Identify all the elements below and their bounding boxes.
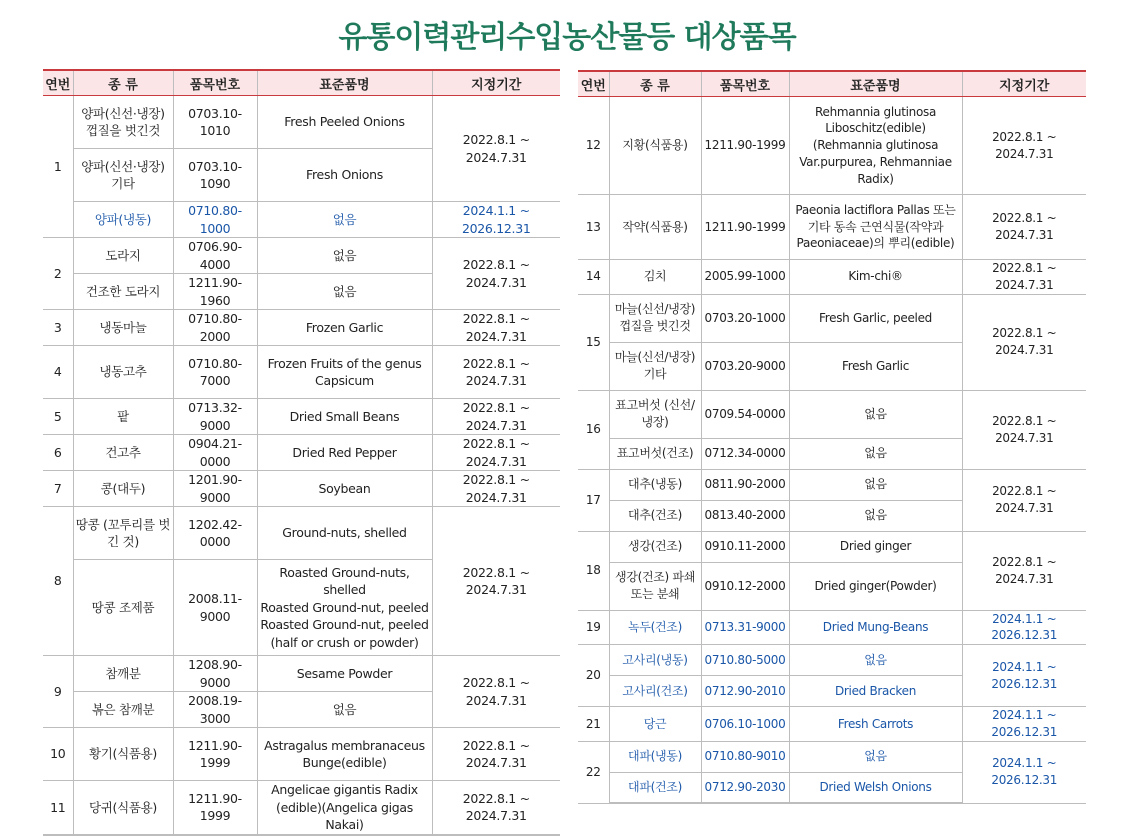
kind-cell: 생강(건조) [609, 531, 701, 562]
header-kind: 종 류 [73, 70, 173, 96]
row-number: 20 [578, 645, 609, 707]
name-cell: Rehmannia glutinosa Liboschitz(edible) (Rehmannia glutinosa Var.purpurea, Rehmanniae Radix) [789, 97, 962, 195]
table-row [43, 471, 560, 507]
kind-cell: 양파(신선·냉장) 껍질을 벗긴것 [73, 96, 173, 149]
table-row [43, 507, 560, 560]
name-cell: Fresh Garlic, peeled [789, 294, 962, 342]
kind-cell: 땅콩 조제품 [73, 560, 173, 656]
kind-cell: 참깨분 [73, 656, 173, 692]
name-cell: Frozen Garlic [257, 310, 432, 346]
kind-cell: 대파(건조) [609, 772, 701, 803]
row-number: 19 [578, 610, 609, 645]
header-code: 품목번호 [173, 70, 257, 96]
kind-cell: 대추(냉동) [609, 469, 701, 500]
code-cell: 0710.80-1000 [173, 202, 257, 238]
kind-cell: 볶은 참깨분 [73, 692, 173, 728]
name-line: Roasted Ground-nuts, shelled [279, 564, 410, 598]
name-cell: Fresh Peeled Onions [257, 96, 432, 149]
name-cell: 없음 [789, 438, 962, 469]
period-cell: 2022.8.1 ~ 2024.7.31 [962, 97, 1086, 195]
kind-cell: 마늘(신선/냉장) 껍질을 벗긴것 [609, 294, 701, 342]
code-cell: 0703.20-9000 [701, 342, 789, 390]
name-cell: Dried ginger(Powder) [789, 562, 962, 610]
row-number: 1 [43, 96, 73, 238]
name-cell: Dried ginger [789, 531, 962, 562]
kind-cell: 고사리(냉동) [609, 645, 701, 676]
period-cell: 2022.8.1 ~ 2024.7.31 [962, 260, 1086, 295]
kind-cell: 표고버섯(건조) [609, 438, 701, 469]
table-row [43, 399, 560, 435]
period-cell: 2022.8.1 ~ 2024.7.31 [432, 728, 560, 781]
kind-cell: 마늘(신선/냉장) 기타 [609, 342, 701, 390]
row-number: 5 [43, 399, 73, 435]
code-cell: 2008.19-3000 [173, 692, 257, 728]
header-no: 연번 [578, 71, 609, 97]
name-cell [257, 560, 432, 656]
code-cell: 0713.32-9000 [173, 399, 257, 435]
code-cell: 1211.90-1960 [173, 274, 257, 310]
name-cell: Dried Red Pepper [257, 435, 432, 471]
name-cell: 없음 [257, 202, 432, 238]
table-row [43, 346, 560, 399]
code-cell: 0706.10-1000 [701, 707, 789, 742]
period-cell: 2022.8.1 ~ 2024.7.31 [432, 346, 560, 399]
name-cell: 없음 [257, 274, 432, 310]
kind-cell: 김치 [609, 260, 701, 295]
period-cell: 2022.8.1 ~ 2024.7.31 [962, 531, 1086, 610]
kind-cell: 양파(냉동) [73, 202, 173, 238]
left-table [43, 69, 560, 836]
row-number: 15 [578, 294, 609, 390]
name-cell: 없음 [257, 238, 432, 274]
period-cell: 2022.8.1 ~ 2024.7.31 [432, 781, 560, 835]
kind-cell: 표고버섯 (신선/냉장) [609, 390, 701, 438]
code-cell: 2005.99-1000 [701, 260, 789, 295]
row-number: 8 [43, 507, 73, 656]
code-cell: 1211.90-1999 [701, 195, 789, 260]
kind-cell: 건조한 도라지 [73, 274, 173, 310]
code-cell: 2008.11-9000 [173, 560, 257, 656]
row-number: 18 [578, 531, 609, 610]
header-period: 지정기간 [962, 71, 1086, 97]
name-cell: Ground-nuts, shelled [257, 507, 432, 560]
name-cell: 없음 [257, 692, 432, 728]
period-cell: 2024.1.1 ~ 2026.12.31 [962, 741, 1086, 803]
row-number: 22 [578, 741, 609, 803]
code-cell: 0710.80-2000 [173, 310, 257, 346]
table-row [43, 202, 560, 238]
name-cell: Sesame Powder [257, 656, 432, 692]
name-line: (half or crush or powder) [270, 634, 419, 650]
row-number: 11 [43, 781, 73, 835]
name-cell: Kim-chi® [789, 260, 962, 295]
name-cell: Dried Small Beans [257, 399, 432, 435]
table-row [43, 310, 560, 346]
period-cell: 2024.1.1 ~ 2026.12.31 [432, 202, 560, 238]
right-table [578, 70, 1086, 804]
row-number: 16 [578, 390, 609, 469]
code-cell: 0710.80-7000 [173, 346, 257, 399]
row-number: 13 [578, 195, 609, 260]
name-cell: Dried Welsh Onions [789, 772, 962, 803]
kind-cell: 녹두(건조) [609, 610, 701, 645]
period-cell: 2022.8.1 ~ 2024.7.31 [962, 195, 1086, 260]
table-row [578, 97, 1086, 195]
header-name: 표준품명 [257, 70, 432, 96]
name-cell: Fresh Onions [257, 149, 432, 202]
kind-cell: 대파(냉동) [609, 741, 701, 772]
code-cell: 0712.90-2030 [701, 772, 789, 803]
code-cell: 0703.10-1010 [173, 96, 257, 149]
kind-cell: 대추(건조) [609, 500, 701, 531]
table-row [578, 531, 1086, 562]
period-cell: 2022.8.1 ~ 2024.7.31 [962, 294, 1086, 390]
code-cell: 0811.90-2000 [701, 469, 789, 500]
period-cell: 2022.8.1 ~ 2024.7.31 [432, 656, 560, 728]
code-cell: 0712.90-2010 [701, 676, 789, 707]
kind-cell: 당귀(식품용) [73, 781, 173, 835]
table-row [43, 781, 560, 835]
name-line: Roasted Ground-nut, peeled [260, 617, 429, 633]
kind-cell: 콩(대두) [73, 471, 173, 507]
kind-cell: 냉동마늘 [73, 310, 173, 346]
kind-cell: 고사리(건조) [609, 676, 701, 707]
code-cell: 0710.80-9010 [701, 741, 789, 772]
code-cell: 0904.21-0000 [173, 435, 257, 471]
period-cell: 2022.8.1 ~ 2024.7.31 [432, 96, 560, 202]
row-number: 4 [43, 346, 73, 399]
header-code: 품목번호 [701, 71, 789, 97]
kind-cell: 생강(건조) 파쇄 또는 분쇄 [609, 562, 701, 610]
name-cell: Angelicae gigantis Radix (edible)(Angelica gigas Nakai) [257, 781, 432, 835]
code-cell: 1208.90-9000 [173, 656, 257, 692]
table-row [43, 435, 560, 471]
period-cell: 2022.8.1 ~ 2024.7.31 [432, 310, 560, 346]
name-line: Roasted Ground-nut, peeled [260, 599, 429, 615]
kind-cell: 황기(식품용) [73, 728, 173, 781]
name-cell: Frozen Fruits of the genus Capsicum [257, 346, 432, 399]
kind-cell: 도라지 [73, 238, 173, 274]
period-cell: 2024.1.1 ~ 2026.12.31 [962, 610, 1086, 645]
table-row [578, 741, 1086, 772]
period-cell: 2022.8.1 ~ 2024.7.31 [432, 435, 560, 471]
name-cell: 없음 [789, 645, 962, 676]
kind-cell: 건고추 [73, 435, 173, 471]
code-cell: 0910.11-2000 [701, 531, 789, 562]
period-cell: 2024.1.1 ~ 2026.12.31 [962, 707, 1086, 742]
kind-cell: 냉동고추 [73, 346, 173, 399]
code-cell: 0813.40-2000 [701, 500, 789, 531]
row-number: 10 [43, 728, 73, 781]
name-cell: 없음 [789, 390, 962, 438]
period-cell: 2022.8.1 ~ 2024.7.31 [432, 399, 560, 435]
code-cell: 0703.20-1000 [701, 294, 789, 342]
table-row [578, 707, 1086, 742]
period-cell: 2022.8.1 ~ 2024.7.31 [962, 390, 1086, 469]
table-row [43, 656, 560, 692]
period-cell: 2022.8.1 ~ 2024.7.31 [962, 469, 1086, 531]
kind-cell: 당근 [609, 707, 701, 742]
code-cell: 0703.10-1090 [173, 149, 257, 202]
table-row [578, 469, 1086, 500]
period-cell: 2022.8.1 ~ 2024.7.31 [432, 238, 560, 310]
code-cell: 1201.90-9000 [173, 471, 257, 507]
row-number: 17 [578, 469, 609, 531]
code-cell: 0706.90-4000 [173, 238, 257, 274]
name-cell: Soybean [257, 471, 432, 507]
code-cell: 1211.90-1999 [173, 728, 257, 781]
table-row [43, 238, 560, 274]
row-number: 12 [578, 97, 609, 195]
row-number: 2 [43, 238, 73, 310]
table-row [578, 294, 1086, 342]
kind-cell: 지황(식품용) [609, 97, 701, 195]
name-cell: Dried Bracken [789, 676, 962, 707]
table-row [43, 728, 560, 781]
row-number: 6 [43, 435, 73, 471]
table-row [578, 390, 1086, 438]
code-cell: 0910.12-2000 [701, 562, 789, 610]
name-cell: Astragalus membranaceus Bunge(edible) [257, 728, 432, 781]
name-cell: 없음 [789, 741, 962, 772]
name-cell: 없음 [789, 469, 962, 500]
code-cell: 1211.90-1999 [173, 781, 257, 835]
header-row [43, 70, 560, 96]
name-cell: 없음 [789, 500, 962, 531]
period-cell: 2022.8.1 ~ 2024.7.31 [432, 507, 560, 656]
name-cell: Dried Mung-Beans [789, 610, 962, 645]
name-cell: Fresh Garlic [789, 342, 962, 390]
table-row [578, 645, 1086, 676]
row-number: 14 [578, 260, 609, 295]
table-row [578, 260, 1086, 295]
row-number: 7 [43, 471, 73, 507]
period-cell: 2022.8.1 ~ 2024.7.31 [432, 471, 560, 507]
code-cell: 1202.42-0000 [173, 507, 257, 560]
table-row [578, 610, 1086, 645]
kind-cell: 땅콩 (꼬투리를 벗긴 것) [73, 507, 173, 560]
kind-cell: 양파(신선·냉장) 기타 [73, 149, 173, 202]
header-row [578, 71, 1086, 97]
kind-cell: 작약(식품용) [609, 195, 701, 260]
row-number: 21 [578, 707, 609, 742]
name-cell: Paeonia lactiflora Pallas 또는 기타 동속 근연식물(작약과 Paeoniaceae)의 뿌리(edible) [789, 195, 962, 260]
name-cell: Fresh Carrots [789, 707, 962, 742]
kind-cell: 팥 [73, 399, 173, 435]
row-number: 3 [43, 310, 73, 346]
header-name: 표준품명 [789, 71, 962, 97]
code-cell: 0709.54-0000 [701, 390, 789, 438]
row-number: 9 [43, 656, 73, 728]
page-title: 유통이력관리수입농산물등 대상품목 [338, 20, 796, 55]
header-period: 지정기간 [432, 70, 560, 96]
table-row [578, 195, 1086, 260]
code-cell: 0710.80-5000 [701, 645, 789, 676]
code-cell: 0712.34-0000 [701, 438, 789, 469]
period-cell: 2024.1.1 ~ 2026.12.31 [962, 645, 1086, 707]
code-cell: 0713.31-9000 [701, 610, 789, 645]
header-kind: 종 류 [609, 71, 701, 97]
header-no: 연번 [43, 70, 73, 96]
table-row [43, 96, 560, 149]
code-cell: 1211.90-1999 [701, 97, 789, 195]
